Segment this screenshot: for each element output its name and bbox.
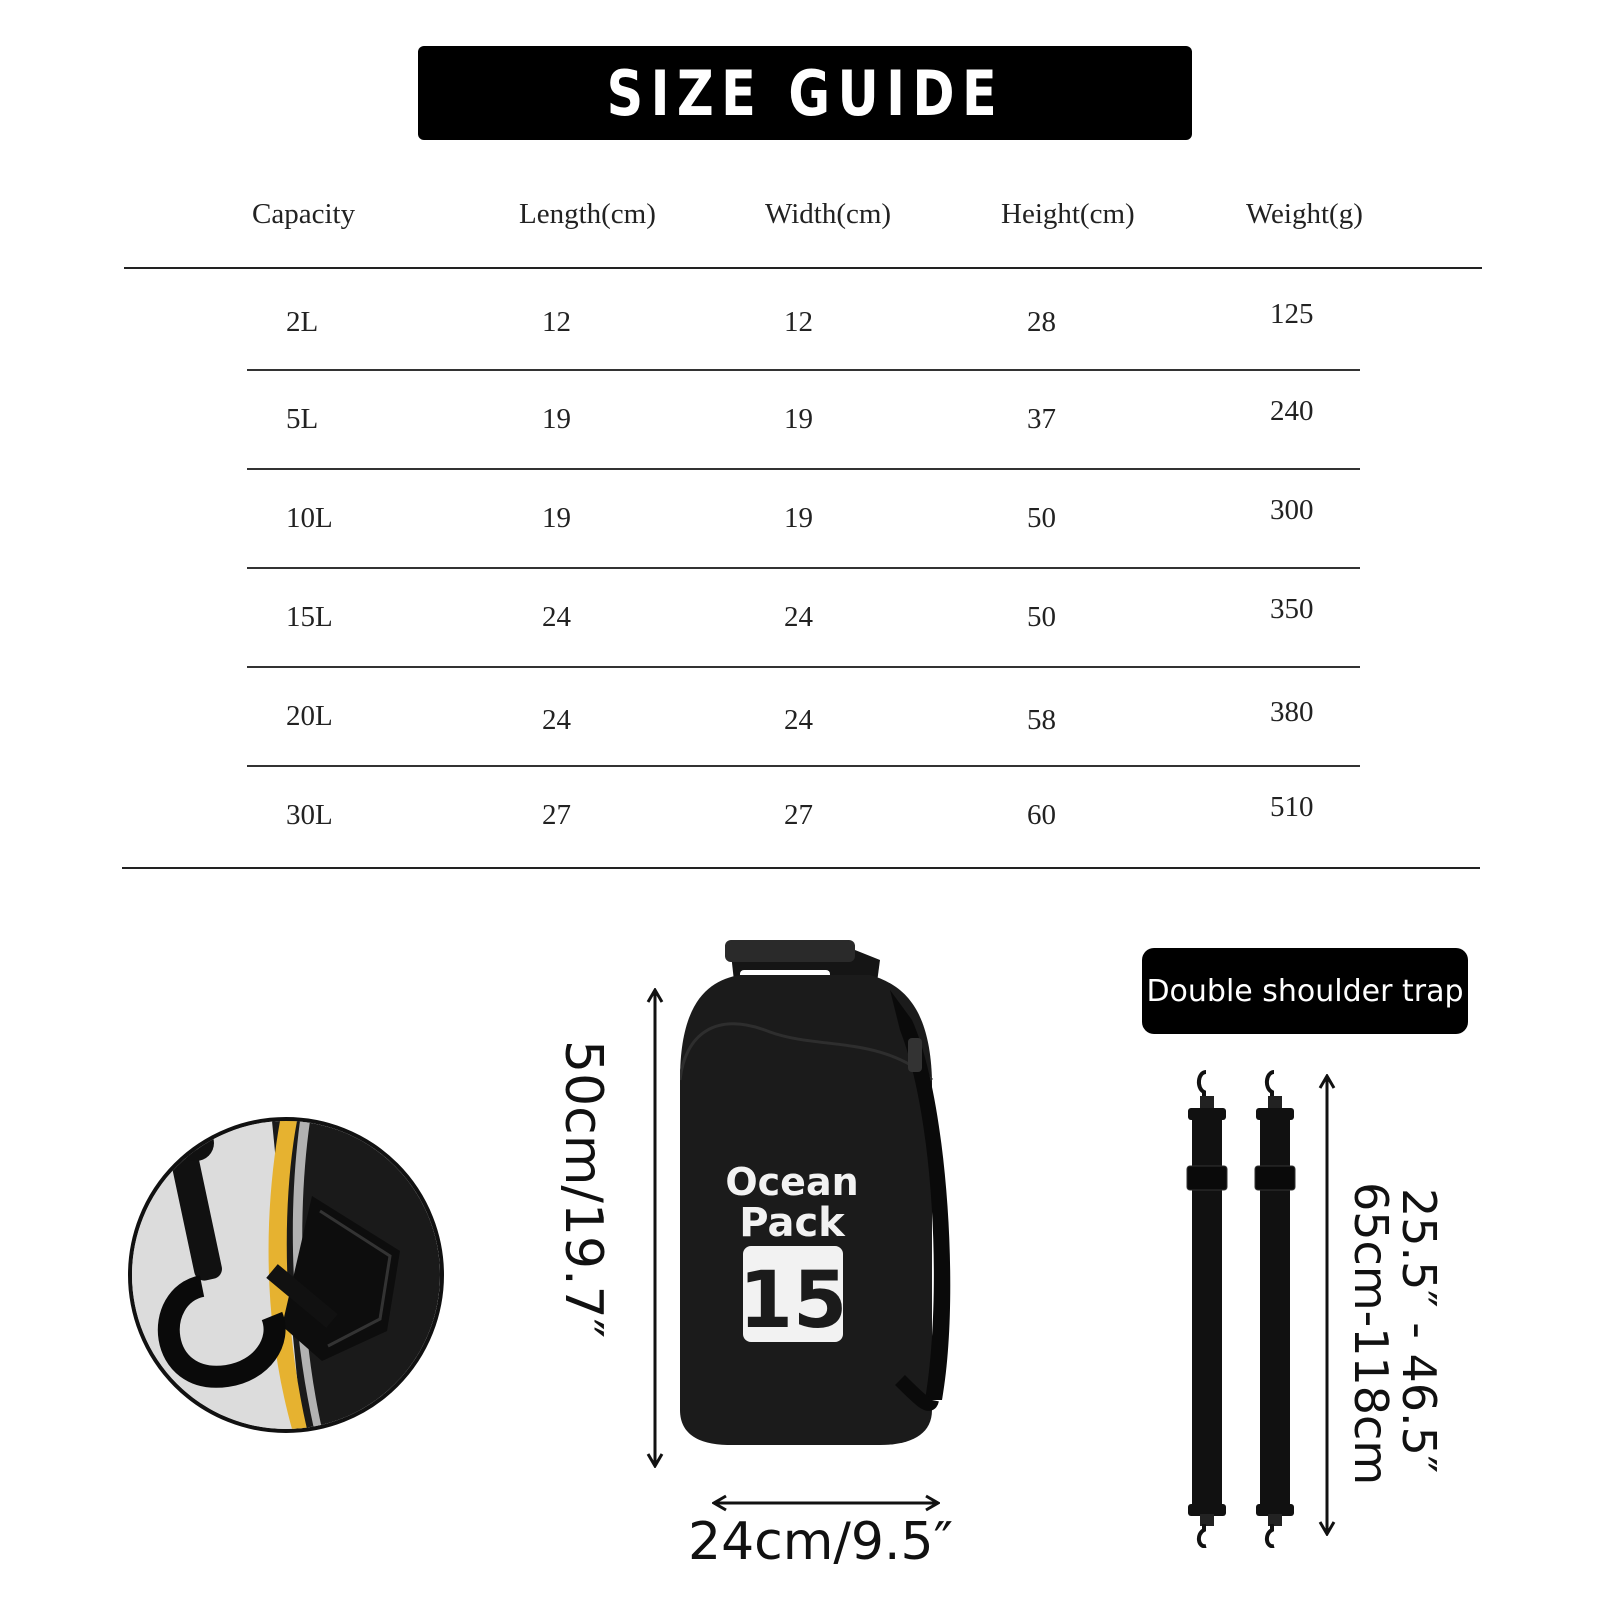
cell-capacity: 15L	[286, 601, 333, 633]
cell-weight: 510	[1270, 791, 1314, 823]
bag-size-number: 15	[738, 1256, 848, 1346]
cell-height: 28	[1027, 306, 1056, 338]
cell-length: 19	[542, 403, 571, 435]
header-capacity: Capacity	[252, 198, 356, 230]
cell-height: 50	[1027, 502, 1056, 534]
cell-length: 27	[542, 799, 571, 831]
table-bottom-rule	[122, 867, 1480, 869]
buckle-detail-drawing	[132, 1121, 440, 1429]
strap-right	[1255, 1072, 1295, 1546]
cell-length: 19	[542, 502, 571, 534]
header-weight: Weight(g)	[1246, 198, 1363, 230]
cell-height: 58	[1027, 704, 1056, 736]
cell-weight: 240	[1270, 395, 1314, 427]
row-divider	[247, 765, 1360, 767]
strap-badge	[1142, 948, 1468, 1034]
cell-capacity: 2L	[286, 306, 319, 338]
shoulder-straps-illustration	[1170, 1068, 1310, 1548]
cell-width: 27	[784, 799, 813, 831]
strap-length-arrow	[1312, 1074, 1342, 1536]
header-length: Length(cm)	[519, 198, 656, 230]
header-height: Height(cm)	[1001, 198, 1135, 230]
cell-width: 24	[784, 704, 813, 736]
cell-width: 12	[784, 306, 813, 338]
cell-height: 37	[1027, 403, 1056, 435]
cell-length: 12	[542, 306, 571, 338]
table-top-rule	[124, 267, 1482, 269]
strap-left	[1187, 1072, 1227, 1546]
width-dimension-label: 24cm/9.5″	[688, 1512, 954, 1572]
cell-capacity: 30L	[286, 799, 333, 831]
bag-brand-line2: Pack	[739, 1200, 845, 1246]
height-dimension-label: 50cm/19.7″	[553, 1040, 613, 1339]
strap-length-cm: 65cm-118cm	[1344, 1182, 1398, 1486]
cell-height: 60	[1027, 799, 1056, 831]
cell-length: 24	[542, 601, 571, 633]
banner-title: SIZE GUIDE	[606, 56, 1004, 130]
header-width: Width(cm)	[765, 198, 892, 230]
cell-capacity: 20L	[286, 700, 333, 732]
cell-weight: 380	[1270, 696, 1314, 728]
row-divider	[247, 369, 1360, 371]
cell-capacity: 10L	[286, 502, 333, 534]
cell-width: 19	[784, 502, 813, 534]
dry-bag-illustration	[680, 940, 980, 1460]
bag-brand-line1: Ocean	[725, 1160, 859, 1204]
strap-badge-text: Double shoulder trap	[1146, 973, 1464, 1009]
cell-width: 24	[784, 601, 813, 633]
cell-weight: 350	[1270, 593, 1314, 625]
size-guide-banner	[418, 46, 1192, 140]
cell-capacity: 5L	[286, 403, 319, 435]
cell-height: 50	[1027, 601, 1056, 633]
cell-length: 24	[542, 704, 571, 736]
row-divider	[247, 666, 1360, 668]
cell-weight: 300	[1270, 494, 1314, 526]
cell-width: 19	[784, 403, 813, 435]
strap-length-inch: 25.5″ - 46.5″	[1392, 1188, 1446, 1474]
row-divider	[247, 468, 1360, 470]
height-dimension-arrow	[640, 988, 670, 1468]
buckle-detail-image	[128, 1117, 444, 1433]
row-divider	[247, 567, 1360, 569]
cell-weight: 125	[1270, 298, 1314, 330]
